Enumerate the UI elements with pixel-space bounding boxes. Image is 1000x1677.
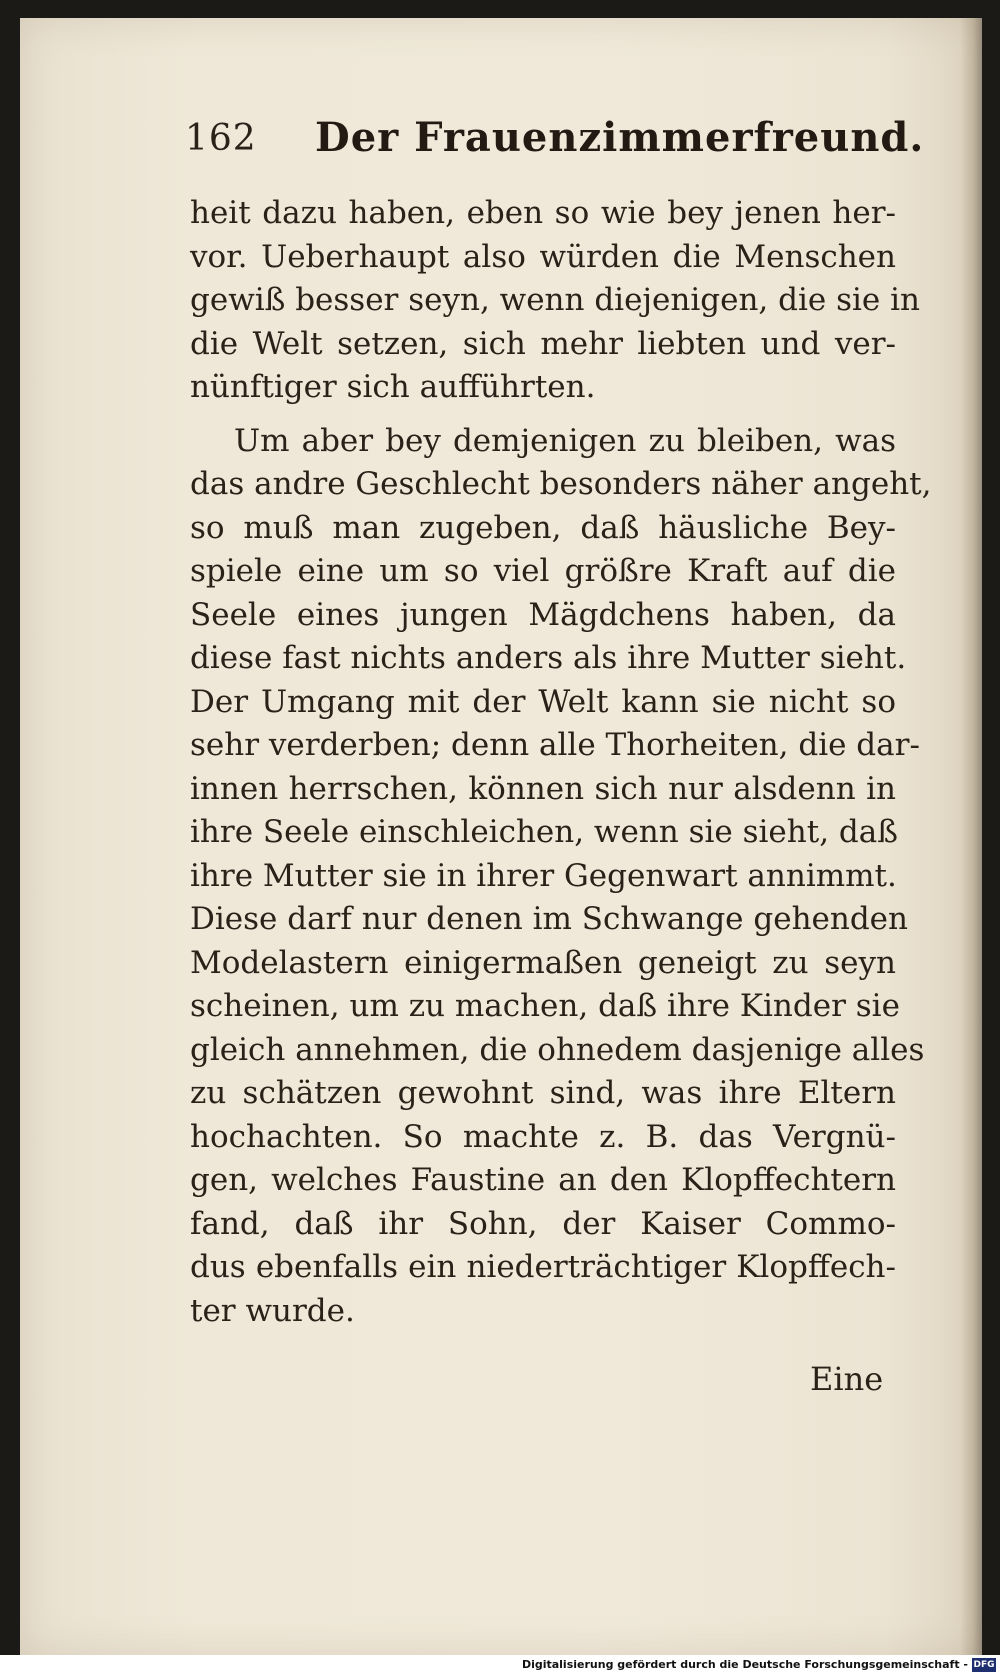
- text-line: heit dazu haben, eben so wie bey jenen her-: [190, 195, 896, 231]
- text-line: gen, welches Faustine an den Klopffechtern: [190, 1162, 896, 1198]
- text-line: ihre Seele einschleichen, wenn sie sieht, daß: [190, 814, 898, 850]
- text-line: gleich annehmen, die ohnedem dasjenige alles: [190, 1031, 925, 1068]
- text-line: nünftiger sich aufführten.: [190, 369, 596, 405]
- text-line: Seele eines jungen Mägdchens haben, da: [190, 596, 896, 633]
- text-line: scheinen, um zu machen, daß ihre Kinder sie: [190, 988, 900, 1024]
- dfg-logo: DFG: [973, 1660, 995, 1670]
- digitization-credit: Digitalisierung gefördert durch die Deutsche Forschungsgemeinschaft -: [521, 1658, 968, 1671]
- text-line: zu schätzen gewohnt sind, was ihre Eltern: [190, 1075, 896, 1111]
- running-title: Der Frauenzimmerfreund.: [315, 114, 925, 161]
- text-line: diese fast nichts anders als ihre Mutter sieht.: [190, 640, 907, 676]
- text-line: ihre Mutter sie in ihrer Gegenwart annimmt.: [190, 857, 897, 894]
- page-number: 162: [185, 118, 257, 159]
- text-line: Der Umgang mit der Welt kann sie nicht so: [190, 683, 896, 720]
- text-line: die Welt setzen, sich mehr liebten und ver-: [190, 325, 896, 362]
- text-line: vor. Ueberhaupt also würden die Menschen: [190, 238, 896, 275]
- paragraph-gap: [190, 410, 896, 420]
- body-text: [190, 192, 932, 1333]
- catchword: Eine: [810, 1360, 884, 1398]
- text-line: so muß man zugeben, daß häusliche Bey-: [190, 509, 896, 546]
- text-line: dus ebenfalls ein niederträchtiger Klopffech-: [190, 1249, 896, 1285]
- text-line: hochachten. So machte z. B. das Vergnü-: [190, 1118, 896, 1155]
- text-line: spiele eine um so viel größre Kraft auf die: [190, 553, 896, 589]
- text-line: sehr verderben; denn alle Thorheiten, die dar-: [190, 727, 920, 763]
- text-line: Diese darf nur denen im Schwange gehenden: [190, 901, 908, 937]
- page-header: [185, 110, 925, 170]
- text-line: ter wurde.: [190, 1292, 355, 1329]
- text-line: Um aber bey demjenigen zu bleiben, was: [234, 422, 896, 459]
- page-edge-shadow: [960, 18, 982, 1655]
- text-line: gewiß besser seyn, wenn diejenigen, die sie in: [190, 282, 920, 318]
- paragraph-2: [190, 420, 932, 1334]
- text-line: fand, daß ihr Sohn, der Kaiser Commo-: [190, 1205, 896, 1242]
- text-line: innen herrschen, können sich nur alsdenn in: [190, 770, 896, 807]
- footer-bar: [0, 1655, 1000, 1677]
- text-line: Modelastern einigermaßen geneigt zu seyn: [190, 944, 896, 981]
- paragraph-1: [190, 192, 920, 410]
- text-line: das andre Geschlecht besonders näher angeht,: [190, 466, 932, 502]
